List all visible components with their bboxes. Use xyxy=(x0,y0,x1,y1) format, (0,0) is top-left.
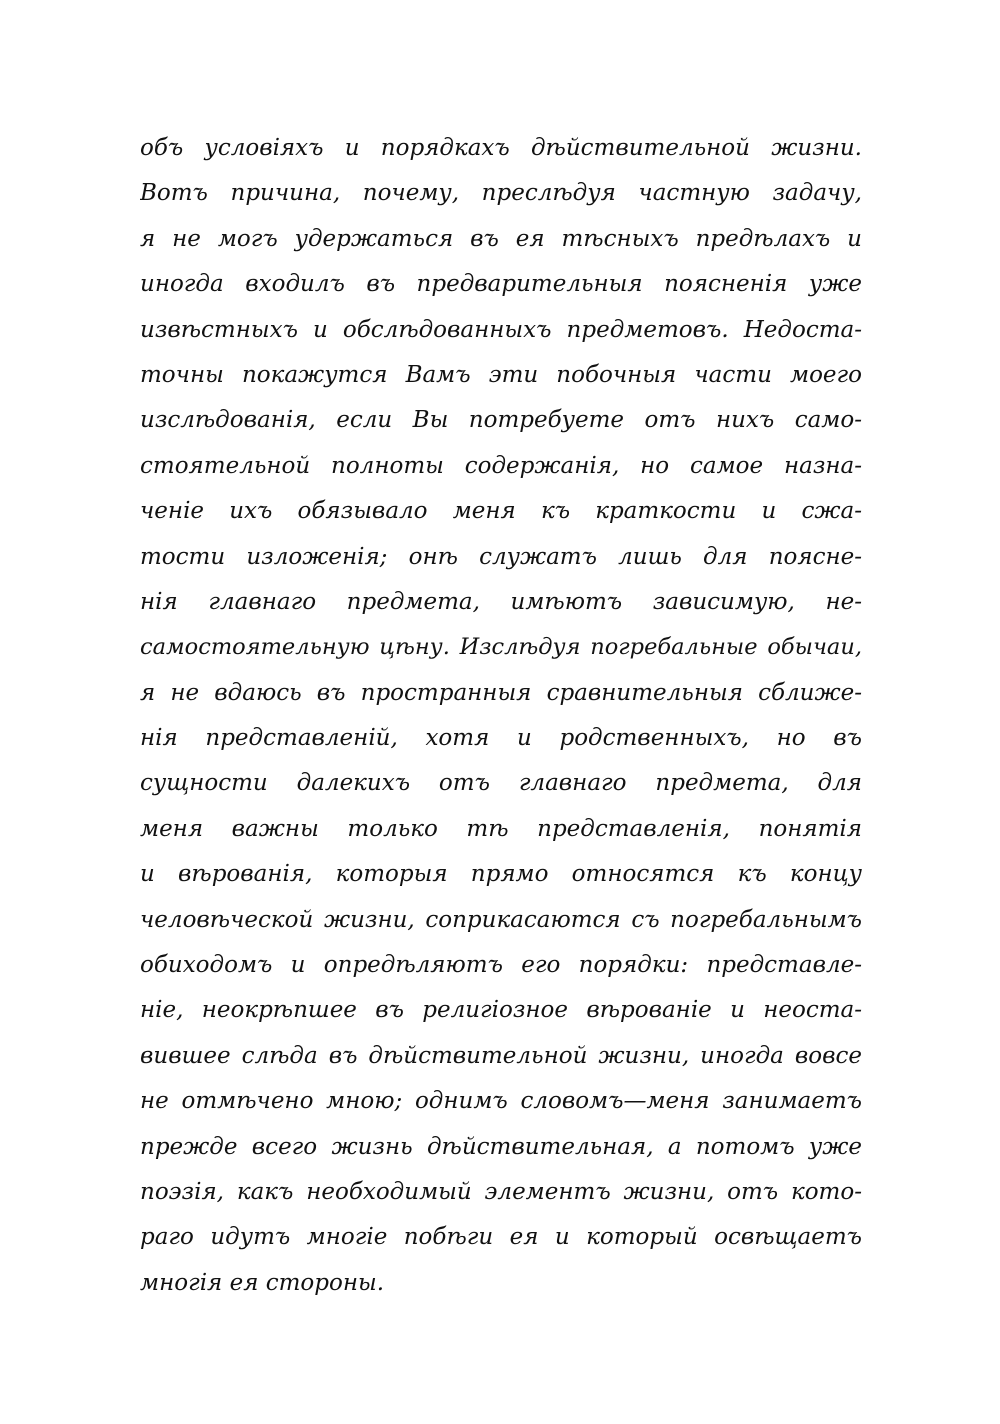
text-line: самостоятельную цѣну. Изслѣдуя погребальные обычаи, xyxy=(140,634,862,661)
text-line: изслѣдованія, если Вы потребуете отъ нихъ само- xyxy=(140,407,862,434)
text-line: Вотъ причина, почему, преслѣдуя частную задачу, xyxy=(140,180,862,207)
text-line: нія представленій, хотя и родственныхъ, но въ xyxy=(140,725,862,752)
text-line: я не вдаюсь въ пространныя сравнительныя сближе- xyxy=(140,679,862,706)
text-line: человѣческой жизни, соприкасаются съ погребальнымъ xyxy=(140,906,862,933)
text-line: нія главнаго предмета, имѣютъ зависимую, не- xyxy=(140,588,862,615)
text-line: не отмѣчено мною; однимъ словомъ—меня занимаетъ xyxy=(140,1088,862,1115)
text-line: раго идутъ многіе побѣги ея и который освѣщаетъ xyxy=(140,1224,862,1251)
text-line: ченіе ихъ обязывало меня къ краткости и сжа- xyxy=(140,498,862,525)
text-line: вившее слѣда въ дѣйствительной жизни, иногда вовсе xyxy=(140,1042,862,1069)
text-line: объ условіяхъ и порядкахъ дѣйствительной жизни. xyxy=(140,135,862,161)
text-line: стоятельной полноты содержанія, но самое назна- xyxy=(140,452,862,479)
text-line: сущности далекихъ отъ главнаго предмета, для xyxy=(140,770,862,797)
text-line: иногда входилъ въ предварительныя поясненія уже xyxy=(140,271,862,298)
handwritten-text-block xyxy=(140,126,862,1306)
text-line: поэзія, какъ необходимый элементъ жизни, отъ кото- xyxy=(140,1178,862,1205)
text-line: извѣстныхъ и обслѣдованныхъ предметовъ. Недоста- xyxy=(140,316,862,343)
text-line: и вѣрованія, которыя прямо относятся къ концу xyxy=(140,861,862,888)
text-line: тости изложенія; онѣ служатъ лишь для поясне- xyxy=(140,543,862,570)
text-line-final: многія ея стороны. xyxy=(140,1269,385,1296)
text-line: меня важны только тѣ представленія, понятія xyxy=(140,815,862,842)
text-line: прежде всего жизнь дѣйствительная, а потомъ уже xyxy=(140,1133,862,1160)
text-line: обиходомъ и опредѣляютъ его порядки: представле- xyxy=(140,952,862,979)
text-line: я не могъ удержаться въ ея тѣсныхъ предѣлахъ и xyxy=(140,225,862,252)
text-line: точны покажутся Вамъ эти побочныя части моего xyxy=(140,361,862,388)
text-line: ніе, неокрѣпшее въ религіозное вѣрованіе и неоста- xyxy=(140,997,862,1024)
